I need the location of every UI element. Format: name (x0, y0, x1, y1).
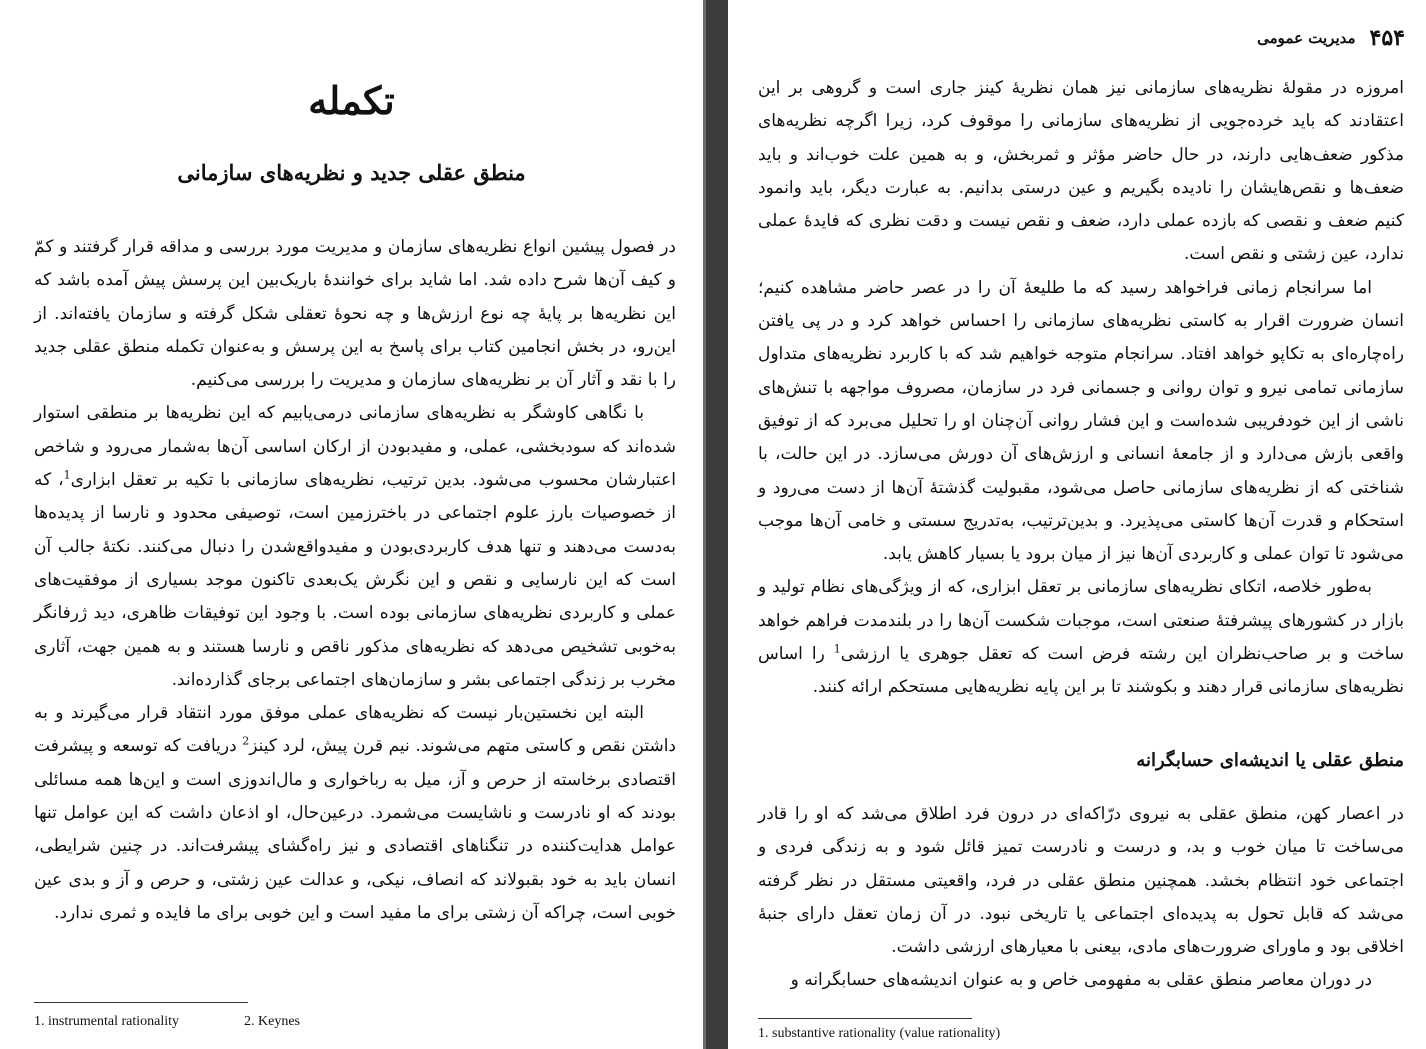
footnote: 2. Keynes (244, 1014, 300, 1029)
running-head (1060, 24, 1405, 52)
section-heading: منطق عقلی یا اندیشه‌ای حسابگرانه (1136, 750, 1404, 771)
footnote-marker: 1 (63, 468, 71, 482)
footnote: 1. instrumental rationality (34, 1014, 180, 1029)
page-number: ۴۵۴ (1369, 25, 1405, 51)
book-gutter (703, 0, 728, 1049)
paragraph-text: به‌طور خلاصه، اتکای نظریه‌های سازمانی بر تعقل ابزاری، که از ویژگی‌های نظام تولید و بازار در کشورهای پیشرفتهٔ صنعتی است، موجبات شکست آن‌ها را در بلندمدت فراهم خواهد ساخت و بر صاحب‌نظران این رشته فرض است که تعقل جوهری یا ارزشی (758, 577, 1404, 665)
footnote-marker: 2 (242, 734, 250, 748)
paragraph (34, 697, 676, 930)
paragraph: در دوران معاصر منطق عقلی به مفهومی خاص و به عنوان اندیشه‌های حسابگرانه و (790, 970, 1372, 991)
right-section-text (758, 798, 1404, 998)
footnote-rule (758, 1018, 972, 1019)
left-body-text (34, 231, 676, 930)
right-body-text (758, 72, 1404, 705)
paragraph-text: دریافت که توسعه و پیشرفت اقتصادی برخاسته از حرص و آز، میل به رباخواری و مال‌اندوزی است و این‌ها همه مسائلی بودند که او نادرست و ناشایست می‌شمرد. درعین‌حال، او اذعان داشت که این عوامل تنها عوامل هدایت‌کننده در تنگناهای اقتصادی و نیز راه‌گشای پیشرفت‌اند. در چنین شرایطی، انسان باید به خود بقبولاند که انصاف، نیکی، و عدالت عین زشتی، و حرص و آز و بدی عین خوبی است، چراکه آن زشتی برای ما مفید است و این خوبی برای ما فایده و ثمری ندارد. (34, 736, 676, 923)
paragraph (758, 571, 1404, 704)
paragraph (34, 397, 676, 697)
chapter-title: تکمله (308, 78, 395, 123)
paragraph-text: با نگاهی کاوشگر به نظریه‌های سازمانی درمی‌یابیم که این نظریه‌ها بر منطقی استوار شده‌اند که سودبخشی، عملی، و مفیدبودن از ارکان اساسی آن‌ها به‌شمار می‌رود و شاخص اعتبارشان محسوب می‌شود. بدین ترتیب، نظریه‌های سازمانی با تکیه بر تعقل ابزاری (34, 403, 676, 491)
footnote-marker: 1 (833, 642, 841, 656)
footnote-rule (34, 1002, 248, 1003)
footnote: 1. substantive rationality (value rationality) (758, 1026, 1001, 1041)
paragraph: در اعصار کهن، منطق عقلی به نیروی درّاکه‌ای در درون فرد اطلاق می‌شد که او را قادر می‌ساخت تا میان خوب و بد، و درست و نادرست تمیز قائل شود و به زندگی فردی و اجتماعی خود انتظام بخشد. همچنین منطق عقلی در فرد، واقعیتی مستقل در نظر گرفته می‌شد که قابل تحول به پدیده‌ای اجتماعی یا تاریخی نبود. در آن زمان تعقل دارای جنبهٔ اخلاقی بود و ماورای ضرورت‌های مادی، بیعنی با معیارهای ارزشی داشت. (758, 804, 1404, 958)
running-title: مدیریت عمومی (1257, 29, 1356, 47)
paragraph-text: البته این نخستین‌بار نیست که نظریه‌های عملی موفق مورد انتقاد قرار می‌گیرند و به داشتن نقص و کاستی متهم می‌شوند. نیم قرن پیش، لرد کینز (34, 703, 676, 757)
paragraph: در فصول پیشین انواع نظریه‌های سازمان و مدیریت مورد بررسی و مداقه قرار گرفتند و کمّ و کیف آن‌ها شرح داده شد. اما شاید برای خوانندهٔ باریک‌بین این پرسش پیش آمده باشد که این نظریه‌ها بر پایهٔ چه نوع ارزش‌ها و چه نحوهٔ تعقلی شکل گرفته و سازمان یافته‌اند. از این‌رو، در بخش انجامین کتاب برای پاسخ به این پرسش و به‌عنوان تکمله منطق عقلی جدید را با نقد و آثار آن بر نظریه‌های سازمان و مدیریت را بررسی می‌کنیم. (34, 237, 676, 391)
paragraph: اما سرانجام زمانی فراخواهد رسید که ما طلیعهٔ آن را در عصر حاضر مشاهده کنیم؛ انسان ضرورت اقرار به کاستی نظریه‌های سازمانی را احساس خواهد کرد و در پی یافتن راه‌چاره‌ای به تکاپو خواهد افتاد. سرانجام متوجه خواهیم شد که با کاربرد نظریه‌های متداول سازمانی تمامی نیرو و توان روانی و جسمانی فرد در سازمان، مصروف مواجهه با تنش‌های ناشی از این خودفریبی شده‌است و این فشار روانی آن‌چنان او را تحلیل می‌برد که از توفیق واقعی بازش می‌دارد و از جامعهٔ انسانی و ارزش‌های آن دورش می‌سازد. در این حالت، با شناختی که از نظریه‌های سازمانی حاصل می‌شود، مقبولیت گذشتهٔ آن‌ها از دست می‌رود و استحکام و قدرت آن‌ها کاستی می‌پذیرد. و بدین‌ترتیب، به‌تدریج سستی و خامی آن‌ها موجب می‌شود تا توان عملی و کاربردی آن‌ها نیز از میان برود یا بسیار کاهش یابد. (758, 277, 1404, 565)
paragraph-text: ، که از خصوصیات بارز علوم اجتماعی در باختر‌زمین است، توصیفی محدود و نارسا از پدیده‌ها به‌دست می‌دهند و تنها هدف کاربردی‌بودن و مفید‌واقع‌شدن را دنبال می‌کنند. نکتهٔ جالب آن است که این نارسایی و نقص و این نگرش یک‌بعدی تاکنون موجد بسیاری از موفقیت‌های عملی و کاربردی نظریه‌های سازمانی بوده است. با وجود این توفیقات ظاهری، دید ژرفانگر به‌خوبی تشخیص می‌دهد که نظریه‌های مذکور ناقص و نارسا هستند و به همین جهت، آثاری مخرب بر زندگی اجتماعی بشر و سازمان‌های اجتماعی برجای گذارده‌اند. (34, 470, 676, 690)
paragraph: امروزه در مقولهٔ نظریه‌های سازمانی نیز همان نظریهٔ کینز جاری است و گروهی بر این اعتقادند که باید خرده‌جویی از نظریه‌های سازمانی را موقوف کرد، زیرا اگرچه نظریه‌های مذکور ضعف‌هایی دارند، در حال حاضر مؤثر و ثمربخش، و به همین علت خوب‌اند و باید ضعف‌ها و نقص‌هایشان را نادیده بگیریم و عین درستی بدانیم. به عبارت دیگر، باید وانمود کنیم ضعف و نقصی که بازده عملی دارد، ضعف و نقص نیست و دقت نظری که فایدهٔ عملی ندارد، عین زشتی و نقص است. (758, 78, 1404, 265)
paragraph-text: را اساس نظریه‌های سازمانی قرار دهند و بکوشند تا بر این پایه نظریه‌هایی مستحکم ارائه کنند. (758, 644, 1404, 698)
chapter-subtitle: منطق عقلی جدید و نظریه‌های سازمانی (177, 160, 526, 185)
